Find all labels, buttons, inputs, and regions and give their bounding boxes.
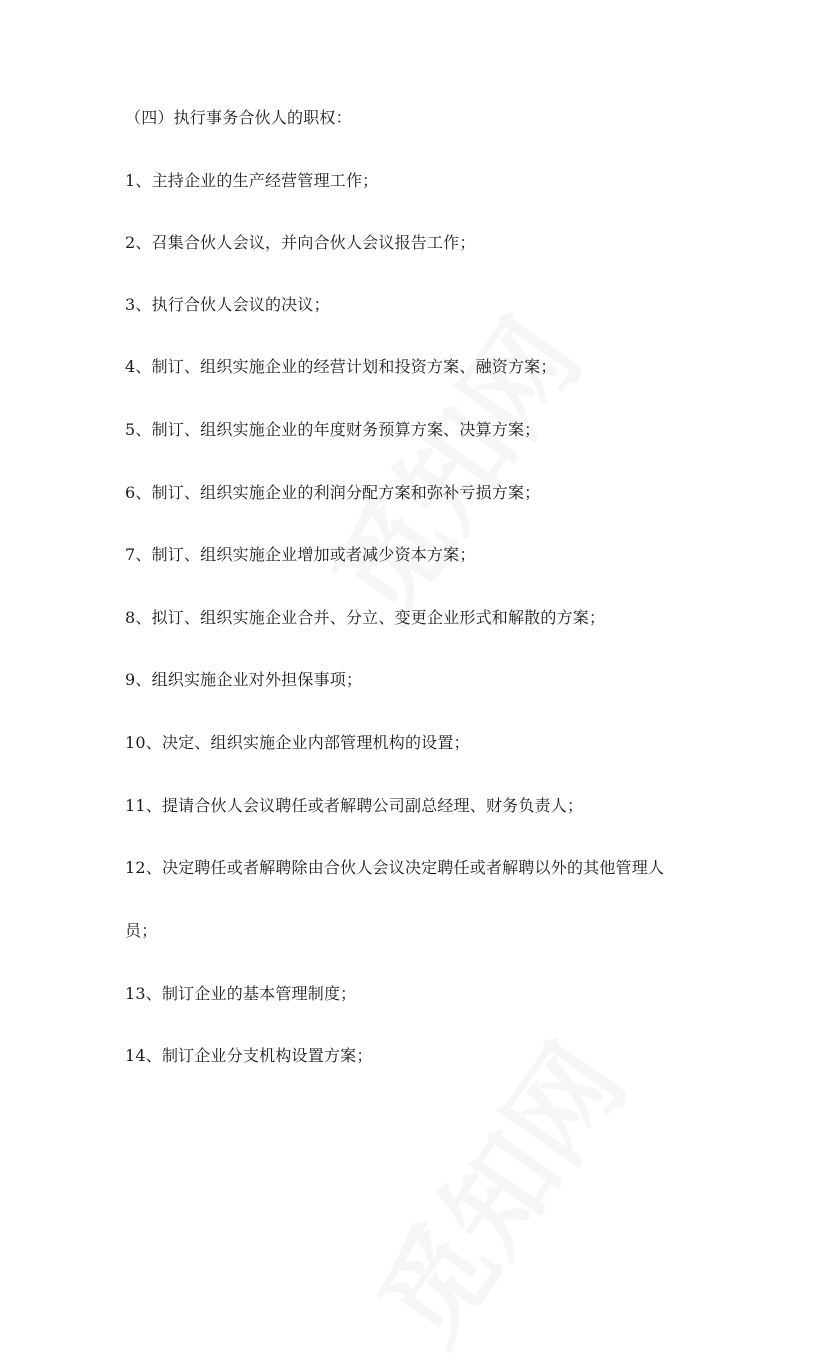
list-item: 2、召集合伙人会议，并向合伙人会议报告工作； [125,233,476,252]
watermark-bottom [336,1009,655,1369]
list-item: 9、组织实施企业对外担保事项； [125,670,363,689]
section-heading: （四）执行事务合伙人的职权： [125,108,352,127]
list-item-continuation: 员； [125,921,158,940]
list-item: 7、制订、组织实施企业增加或者减少资本方案； [125,545,476,564]
list-item: 11、提请合伙人会议聘任或者解聘公司副总经理、财务负责人； [125,796,584,815]
list-item: 13、制订企业的基本管理制度； [125,984,357,1003]
list-item: 1、主持企业的生产经营管理工作； [125,171,379,190]
list-item: 3、执行合伙人会议的决议； [125,295,330,314]
list-item: 10、决定、组织实施企业内部管理机构的设置； [125,733,470,752]
watermark-top [291,284,610,645]
list-item: 5、制订、组织实施企业的年度财务预算方案、决算方案； [125,420,541,439]
list-item: 8、拟订、组织实施企业合并、分立、变更企业形式和解散的方案； [125,608,606,627]
list-item: 14、制订企业分支机构设置方案； [125,1046,373,1065]
list-item: 4、制订、组织实施企业的经营计划和投资方案、融资方案； [125,357,557,376]
list-item: 12、决定聘任或者解聘除由合伙人会议决定聘任或者解聘以外的其他管理人 [125,858,665,877]
list-item: 6、制订、组织实施企业的利润分配方案和弥补亏损方案； [125,483,541,502]
